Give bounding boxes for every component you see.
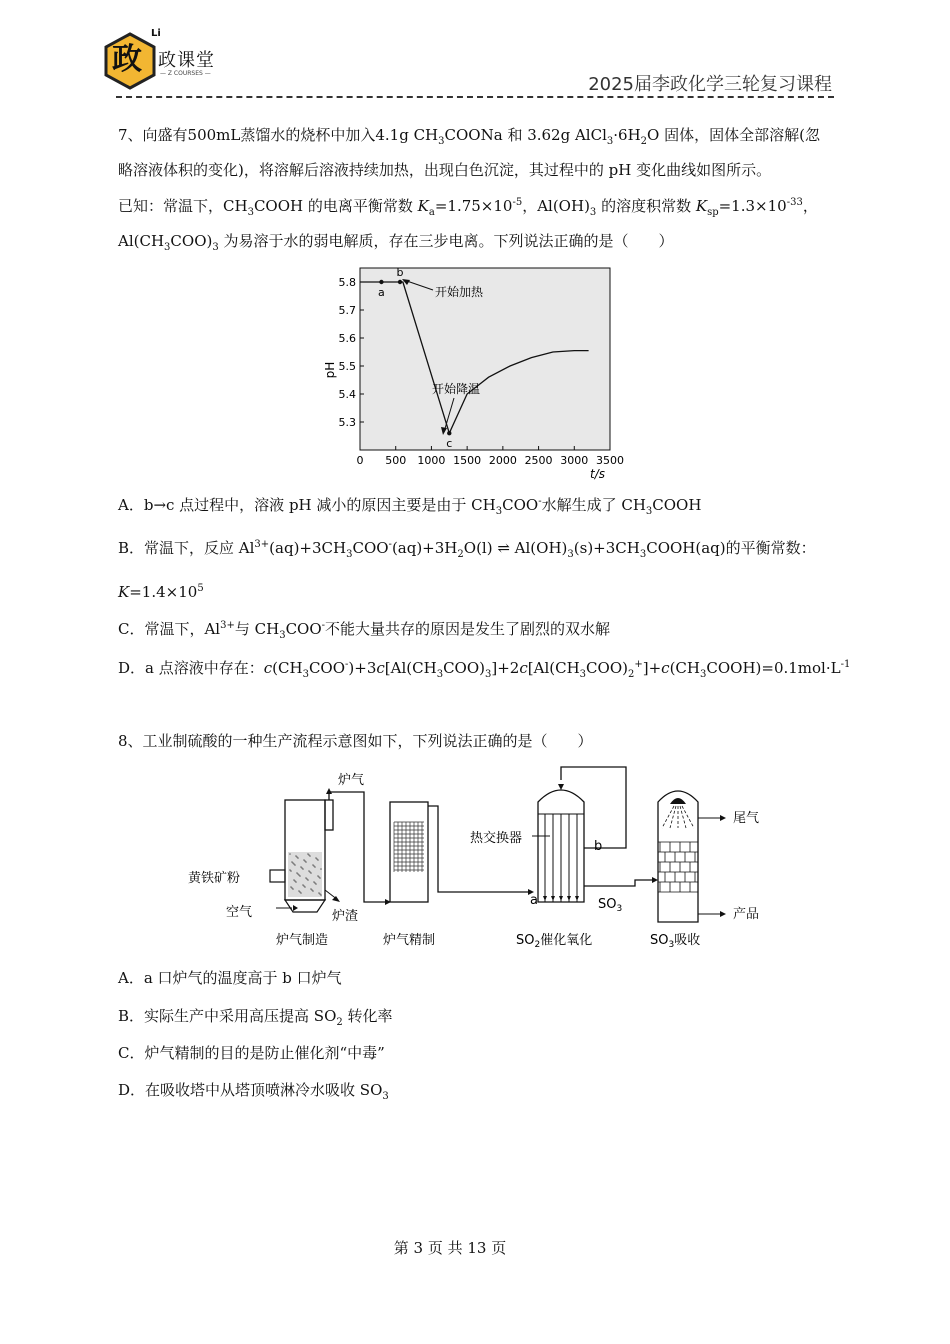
y-tick-label: 5.3 <box>338 416 356 429</box>
spray <box>680 806 686 828</box>
furnace-gas-arrow-icon <box>326 788 332 794</box>
q7-line-3: 已知：常温下，$CH_3COOH$ 的电离平衡常数 $K_a=1.75\times 10^{-5}$，$Al(OH)_3$ 的溶度积常数 $K_{sp}=1.3\times 10^{-33}$， <box>118 197 818 218</box>
particle <box>310 888 312 890</box>
air-arrow-head-icon <box>293 905 298 911</box>
furnace-chimney <box>325 800 333 830</box>
q7-line-4: $Al(CH_3COO)_3$ 为易溶于水的弱电解质，存在三步电离。下列说法正确的是（ ） <box>118 232 674 253</box>
tube-arrow-icon <box>559 896 563 901</box>
converter-loop-arrow-icon <box>558 784 564 790</box>
particle <box>308 870 310 872</box>
sulfuric-acid-process-diagram <box>180 762 780 952</box>
logo-subtitle: — Z COURSES — <box>160 70 211 77</box>
point-label-c: c <box>446 437 453 451</box>
label-air: 空气 <box>226 905 253 920</box>
q8-option-a[interactable]: A．a 口炉气的温度高于 b 口炉气 <box>118 969 342 987</box>
absorber-spray-head <box>670 798 686 804</box>
x-tick-label: 1000 <box>417 454 446 467</box>
x-tick-label: 2500 <box>524 454 553 467</box>
particle <box>300 866 302 868</box>
point-c <box>447 431 451 435</box>
label-product: 产品 <box>733 907 760 922</box>
logo-glyph: 政 <box>112 42 142 77</box>
particle <box>317 875 319 877</box>
q8-option-d[interactable]: D．在吸收塔中从塔顶喷淋冷水吸收 $SO_3$ <box>118 1081 389 1102</box>
particle <box>289 869 291 871</box>
q7-option-c[interactable]: C．常温下，$Al^{3+}$与 $CH_3COO^-$不能大量共存的原因是发生了剧烈的双水解 <box>118 620 611 641</box>
purifier-packing <box>394 822 424 872</box>
particle <box>307 853 309 855</box>
q8-stem: 8、工业制硫酸的一种生产流程示意图如下，下列说法正确的是（ ） <box>118 732 593 750</box>
label-slag: 炉渣 <box>332 909 359 924</box>
y-tick-label: 5.7 <box>338 304 356 317</box>
spray <box>662 806 674 828</box>
point-label-a: a <box>378 286 385 299</box>
label-so2-oxidation: $SO_2$催化氧化 <box>516 933 593 950</box>
particle <box>320 868 322 870</box>
spray <box>682 806 694 828</box>
q7-line-2: 略溶液体积的变化)，将溶解后溶液持续加热，出现白色沉淀，其过程中的 pH 变化曲线如图所示。 <box>118 161 772 179</box>
purifier-out-pipe <box>428 806 528 892</box>
tube-arrow-icon <box>567 896 571 901</box>
point-label-b: b <box>396 266 404 279</box>
heat-exchanger-tubes <box>538 814 584 902</box>
product-arrow-icon <box>720 911 726 917</box>
particle <box>315 857 317 859</box>
q7-option-a[interactable]: A．b→c 点过程中，溶液 pH 减小的原因主要是由于 $CH_3COO^-$水解生成了 $CH_3COOH$ <box>118 496 702 517</box>
y-tick-label: 5.8 <box>338 276 356 289</box>
particle <box>293 879 295 881</box>
tube-arrow-icon <box>575 896 579 901</box>
particle <box>313 881 315 883</box>
particle <box>295 855 297 857</box>
q8-option-b[interactable]: B．实际生产中采用高压提高 $SO_2$ 转化率 <box>118 1007 393 1028</box>
q7-line-1: 7、向盛有500mL蒸馏水的烧杯中加入4.1g $CH_3COONa$ 和 3.62g $AlCl_3\cdot 6H_2O$ 固体，固体全部溶解(忽 <box>118 126 820 147</box>
point-b <box>398 280 402 284</box>
furnace-gas-pipe <box>329 792 385 902</box>
particle <box>291 861 293 863</box>
q7-option-b[interactable]: B．常温下，反应 $Al^{3+}(aq)+3CH_3COO^-(aq)+3H_2O(l)$ ⇌ $Al(OH)_3(s)+3CH_3COOH(aq)$的平衡常数： <box>118 539 816 560</box>
label-furnace-gas: 炉气 <box>338 773 365 788</box>
particle <box>312 864 314 866</box>
tube-arrow-icon <box>543 896 547 901</box>
ph-chart <box>320 260 640 485</box>
plot-frame <box>360 268 610 450</box>
particle <box>303 859 305 861</box>
label-pyrite: 黄铁矿粉 <box>188 871 241 886</box>
x-tick-label: 0 <box>356 454 364 467</box>
point-a <box>379 280 383 284</box>
converter-loop-pipe <box>561 767 626 848</box>
y-tick-label: 5.5 <box>338 360 356 373</box>
absorber-packing <box>658 842 698 892</box>
q7-option-d[interactable]: D．a 点溶液中存在：$c(CH_3COO^-)+3c[Al(CH_3COO)_3]+2c[Al(CH_3COO)_2^+]+c(CH_3COOH)=0.1mol\cdot L^{-1}$ <box>118 659 851 680</box>
logo-li: Li <box>151 28 161 39</box>
x-tick-label: 3000 <box>560 454 589 467</box>
absorber-shell <box>658 791 698 922</box>
label-so3: $SO_3$ <box>598 897 623 914</box>
tail-gas-arrow-icon <box>720 815 726 821</box>
logo <box>100 30 230 92</box>
y-tick-label: 5.6 <box>338 332 356 345</box>
so3-arrow-icon <box>652 877 658 883</box>
spray-lines <box>662 806 694 828</box>
particle <box>318 892 320 894</box>
tube-arrow-icon <box>551 896 555 901</box>
q8-option-c[interactable]: C．炉气精制的目的是防止催化剂“中毒” <box>118 1044 385 1062</box>
particle <box>296 872 298 874</box>
x-tick-label: 1500 <box>453 454 482 467</box>
so3-pipe <box>584 880 652 886</box>
pyrite-feed <box>270 870 285 882</box>
particle <box>298 890 300 892</box>
page-number: 第 3 页 共 13 页 <box>393 1239 507 1257</box>
label-gas-purify: 炉气精制 <box>383 933 436 948</box>
header-divider <box>116 96 834 98</box>
logo-name: 政课堂 <box>158 50 215 71</box>
annotation-start-cooling: 开始降温 <box>432 382 481 396</box>
spray <box>670 806 676 828</box>
y-axis-label: pH <box>323 361 337 379</box>
label-port-b: b <box>594 839 603 854</box>
y-tick-label: 5.4 <box>338 388 356 401</box>
label-so3-absorb: $SO_3$吸收 <box>650 933 701 950</box>
label-gas-make: 炉气制造 <box>276 933 329 948</box>
x-tick-label: 2000 <box>488 454 517 467</box>
label-port-a: a <box>530 893 538 908</box>
header-title: 2025届李政化学三轮复习课程 <box>588 74 832 95</box>
x-axis-label: t/s <box>590 467 605 481</box>
particle <box>289 853 291 855</box>
q7-option-b-constant: $K=1.4\times 10^5$ <box>118 583 204 601</box>
x-tick-label: 500 <box>385 454 407 467</box>
annotation-start-heating: 开始加热 <box>435 285 484 299</box>
label-tail-gas: 尾气 <box>733 811 760 826</box>
label-heat-exchanger: 热交换器 <box>470 831 523 846</box>
furnace-cone <box>285 900 325 912</box>
particle <box>305 877 307 879</box>
particle <box>302 884 304 886</box>
particle <box>290 886 292 888</box>
x-tick-label: 3500 <box>596 454 624 467</box>
